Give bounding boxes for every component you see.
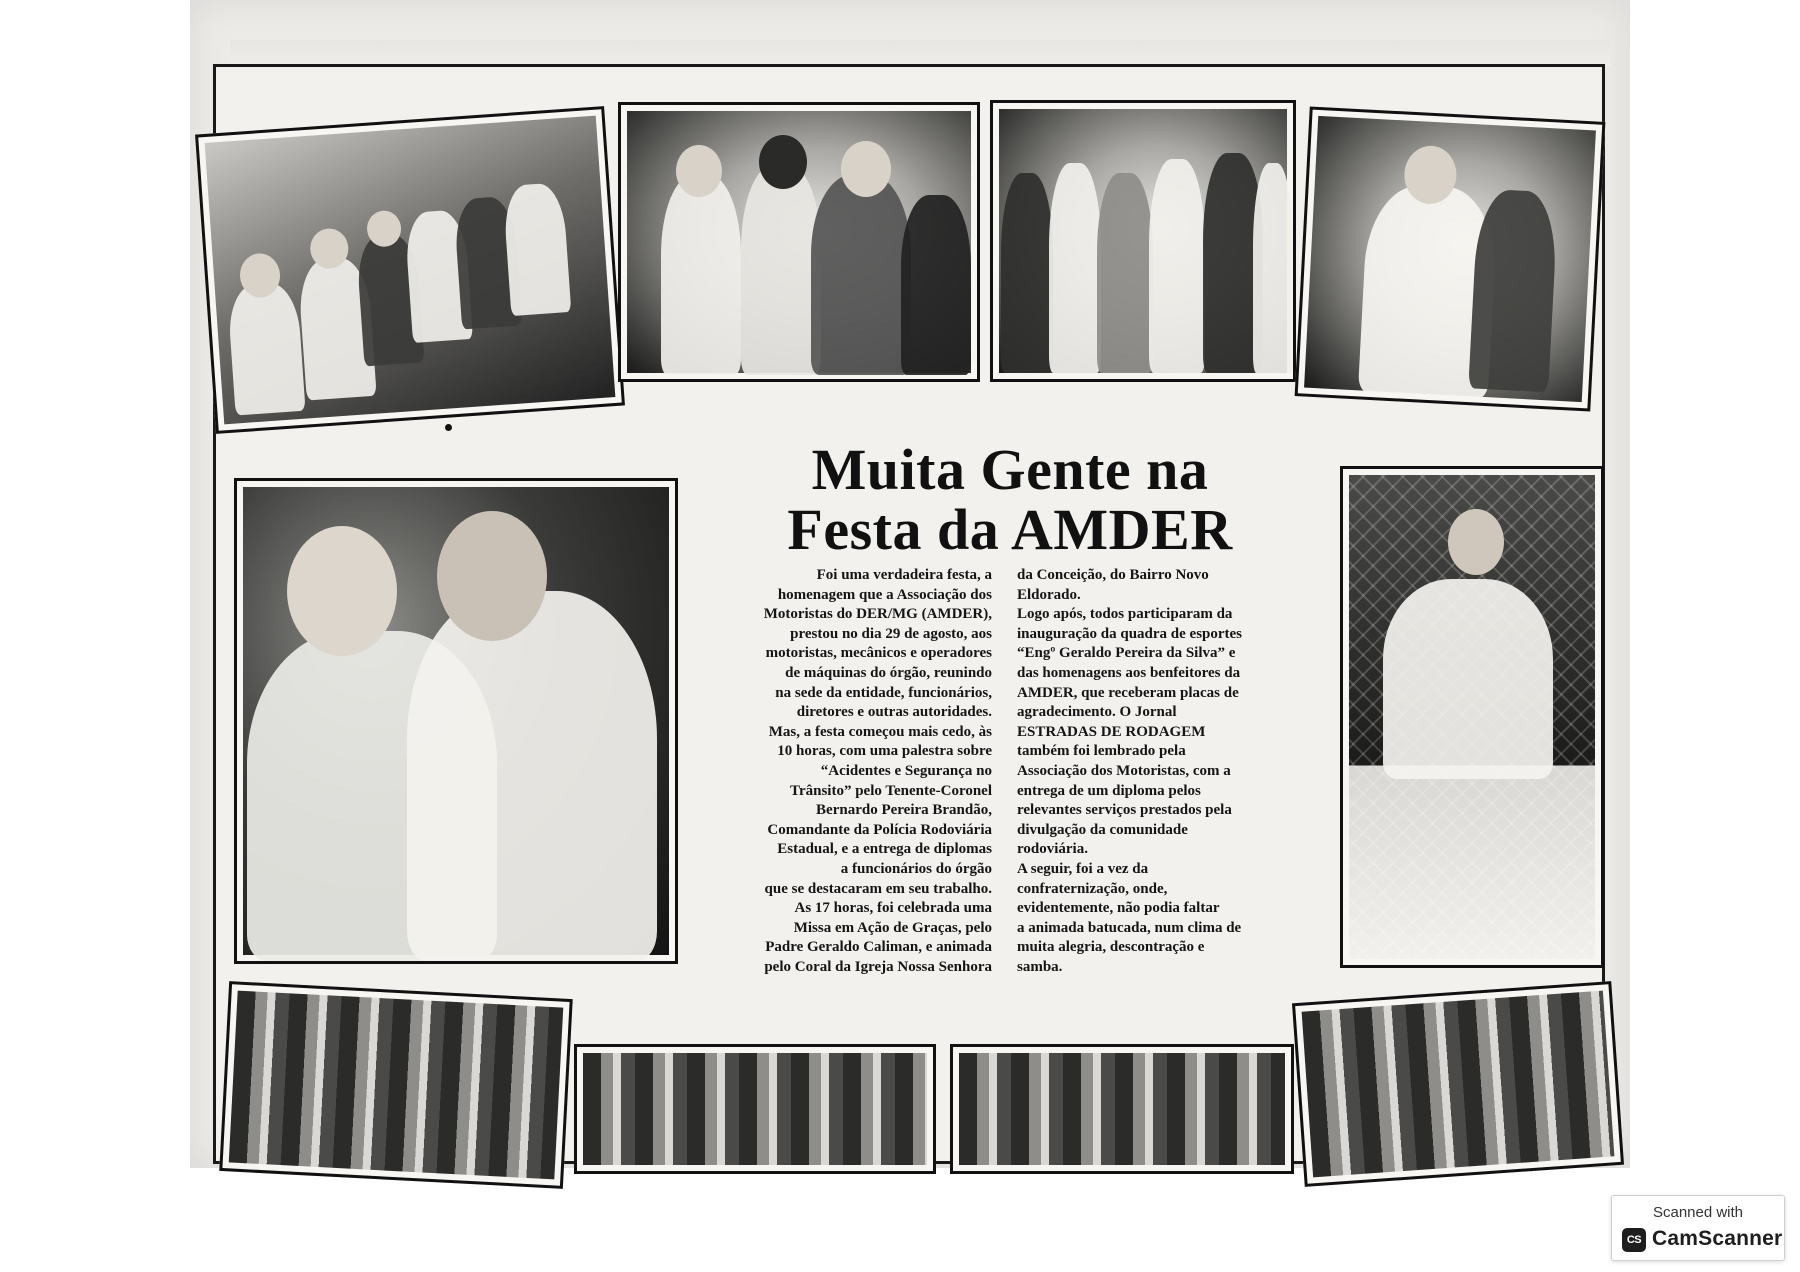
photo-embrace	[234, 478, 678, 964]
bullet-dot	[445, 424, 452, 431]
text-line: Padre Geraldo Caliman, e animada	[765, 939, 992, 956]
text-line: Estadual, e a entrega de diplomas	[777, 841, 992, 858]
text-line: a animada batucada, num clima de	[1017, 919, 1242, 936]
text-line: pelo Coral da Igreja Nossa Senhora	[764, 958, 992, 975]
text-line: Trânsito” pelo Tenente-Coronel	[790, 782, 992, 799]
text-line: também foi lembrado pela	[1017, 743, 1186, 760]
text-line: rodoviária.	[1017, 841, 1088, 858]
photo-crowd-2	[574, 1044, 936, 1174]
text-line: homenagem que a Associação dos	[777, 586, 992, 603]
camscanner-brand: CamScanner	[1652, 1227, 1783, 1250]
headline-line: Muita Gente na	[811, 437, 1209, 502]
headline	[740, 437, 1280, 562]
photo-crowd-4	[1292, 981, 1624, 1187]
text-line: entrega de um diploma pelos	[1017, 782, 1201, 799]
text-line: das homenagens aos benfeitores da	[1017, 664, 1241, 681]
bleed-through-header	[230, 40, 1610, 66]
text-line: da Conceição, do Bairro Novo	[1017, 567, 1209, 583]
text-line: na sede da entidade, funcionários,	[775, 684, 992, 701]
text-line: inauguração da quadra de esportes	[1017, 625, 1243, 642]
text-line: samba.	[1017, 958, 1063, 975]
text-line: Mas, a festa começou mais cedo, às	[768, 723, 992, 740]
text-line: de máquinas do órgão, reunindo	[785, 664, 992, 681]
article-column-left	[700, 566, 992, 977]
text-line: Motoristas do DER/MG (AMDER),	[763, 606, 992, 623]
photo-head-table	[195, 106, 625, 434]
photo-crowd-1	[219, 981, 572, 1189]
text-line: confraternização, onde,	[1017, 880, 1168, 897]
text-line: “Engº Geraldo Pereira da Silva” e	[1017, 645, 1236, 662]
text-line: relevantes serviços prestados pela	[1017, 802, 1232, 819]
text-line: diretores e outras autoridades.	[796, 704, 992, 721]
text-line: Missa em Ação de Graças, pelo	[793, 919, 992, 936]
text-line: Associação dos Motoristas, com a	[1017, 762, 1231, 779]
text-line: Eldorado.	[1017, 586, 1081, 603]
text-line: ESTRADAS DE RODAGEM	[1017, 723, 1206, 740]
camscanner-logo-icon: CS	[1622, 1228, 1646, 1252]
text-line: motoristas, mecânicos e operadores	[765, 645, 992, 662]
text-line: A seguir, foi a vez da	[1017, 860, 1149, 877]
text-line: divulgação da comunidade	[1017, 821, 1188, 838]
text-line: Logo após, todos participaram da	[1017, 606, 1233, 623]
text-line: Comandante da Polícia Rodoviária	[767, 821, 992, 838]
text-line: que se destacaram em seu trabalho.	[764, 880, 992, 897]
text-line: As 17 horas, foi celebrada uma	[794, 900, 992, 917]
photo-crowd-3	[950, 1044, 1294, 1174]
photo-toast-group	[618, 102, 980, 382]
text-line: Foi uma verdadeira festa, a	[816, 567, 992, 583]
scanned-with-caption: Scanned with	[1652, 1204, 1744, 1221]
photo-standing-men	[990, 100, 1296, 382]
text-line: AMDER, que receberam placas de	[1017, 684, 1239, 701]
photo-priest	[1340, 466, 1604, 968]
text-line: evidentemente, não podia faltar	[1017, 900, 1220, 917]
article-column-right	[1017, 566, 1309, 977]
text-line: muita alegria, descontração e	[1017, 939, 1205, 956]
text-line: “Acidentes e Segurança no	[820, 762, 992, 779]
text-line: prestou no dia 29 de agosto, aos	[790, 625, 992, 642]
camscanner-badge	[1611, 1195, 1785, 1261]
photo-speaker	[1295, 106, 1606, 411]
headline-line: Festa da AMDER	[787, 497, 1233, 562]
text-line: Bernardo Pereira Brandão,	[816, 802, 992, 819]
text-line: agradecimento. O Jornal	[1017, 704, 1177, 721]
text-line: a funcionários do órgão	[840, 860, 992, 877]
text-line: 10 horas, com uma palestra sobre	[777, 743, 992, 760]
